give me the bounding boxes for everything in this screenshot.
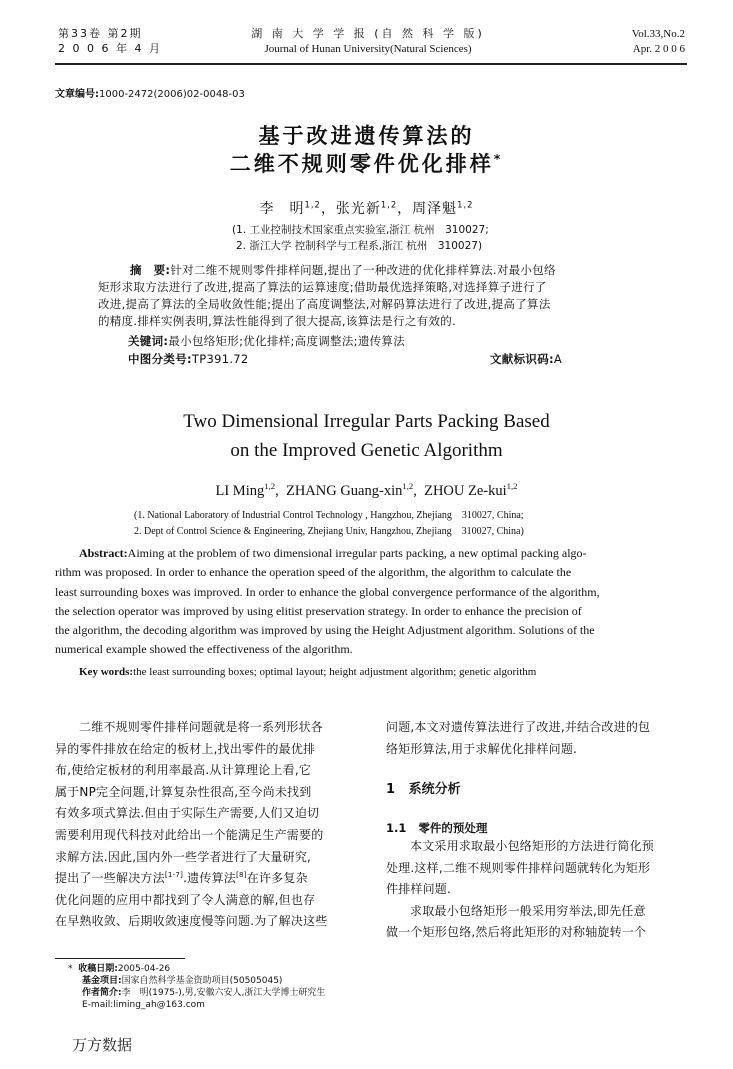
author-cn-2: 张光新 [335, 201, 381, 217]
footnotes [68, 963, 325, 1011]
author-sep: ， [320, 201, 336, 217]
watermark-text: 万方数据 [72, 1036, 133, 1054]
footnote-label: 收稿日期: [78, 964, 118, 974]
body-line: 二维不规则零件排样问题就是将一系列形状各 [79, 720, 324, 734]
title-cn-line2 [0, 148, 733, 178]
clc-number [128, 351, 249, 368]
body-line: 求解方法.因此,国内外一些学者进行了大量研究, [55, 849, 312, 864]
document-code-label: 文献标识码: [490, 352, 554, 366]
header-date-en: Apr. 2 0 0 6 [632, 43, 685, 55]
body-line: 需要利用现代科技对此给出一个能满足生产需要的 [55, 827, 324, 842]
footnote-author [68, 987, 325, 999]
keywords-en-text: the least surrounding boxes; optimal layout; height adjustment algorithm; genetic algorithm [133, 666, 537, 678]
abstract-cn-text: 针对二维不规则零件排样问题,提出了一种改进的优化排样算法.对最小包络 [170, 263, 556, 277]
article-number-label: 文章编号: [55, 89, 99, 100]
author-cn-2-affil: 1,2 [380, 199, 398, 210]
abstract-en [55, 544, 691, 660]
header-volume-cn: 第33卷 第2期 [58, 27, 143, 40]
body-line [55, 868, 367, 890]
keywords-en [79, 663, 536, 682]
body-right-para1 [386, 836, 698, 944]
header-rule [55, 63, 687, 65]
body-line: 络矩形算法,用于求解优化排样问题. [386, 741, 578, 756]
footnote-email: E-mail:liming_ah@163.com [82, 1000, 205, 1010]
body-line: 求取最小包络矩形一般采用穷举法,即先任意 [410, 903, 646, 918]
author-sep: , [275, 483, 286, 499]
body-text: 提出了一些解决方法 [55, 871, 165, 886]
body-line: 处理.这样,二维不规则零件排样问题就转化为矩形 [386, 860, 651, 875]
author-sep: , [413, 483, 425, 499]
section-heading-1 [386, 778, 461, 797]
abstract-en-text: Aiming at the problem of two dimensional irregular parts packing, a new optimal packing algo- [127, 546, 587, 560]
body-line: 优化问题的应用中都找到了令人满意的解,但也存 [55, 892, 316, 907]
citation-ref[interactable]: [8] [236, 870, 247, 880]
keywords-cn-text: 最小包络矩形;优化排样;高度调整法;遗传算法 [168, 334, 406, 348]
header-journal-cn: 湖 南 大 学 学 报 (自 然 科 学 版) [251, 27, 485, 40]
abstract-en-line: the selection operator was improved by using elitist preservation strategy. In order to enhance the precision of [55, 603, 582, 618]
footnote-value: 国家自然科学基金资助项目(50505045) [121, 976, 283, 986]
authors-en [0, 483, 733, 500]
abstract-en-line: least surrounding boxes was improved. In order to enhance the global convergence performance of the algorithm, [55, 584, 600, 599]
body-right-column [386, 717, 698, 760]
affiliation-en-2: 2. Dept of Control Science & Engineering, Zhejiang Univ, Hangzhou, Zhejiang 310027, China) [134, 526, 524, 537]
keywords-en-label: Key words: [79, 666, 134, 678]
footnote-star: * [68, 964, 73, 974]
author-cn-1-affil: 1,2 [304, 199, 321, 210]
article-number [55, 85, 245, 100]
body-line: 做一个矩形包络,然后将此矩形的对称轴旋转一个 [386, 925, 647, 940]
header-volume-en: Vol.33,No.2 [631, 28, 685, 40]
footnote-received [68, 963, 325, 975]
body-line: 件排样问题. [386, 882, 452, 897]
clc-label: 中图分类号: [128, 352, 192, 366]
author-en-1: LI Ming [215, 483, 265, 499]
subsection-title: 零件的预处理 [418, 821, 488, 835]
abstract-cn [98, 262, 658, 330]
body-left-column [55, 717, 367, 933]
keywords-cn [128, 333, 405, 350]
footnote-value: 2005-04-26 [117, 964, 171, 974]
author-sep: ， [397, 201, 413, 217]
body-line: 本文采用求取最小包络矩形的方法进行简化预 [410, 839, 655, 853]
body-line: 有效多项式算法.但由于实际生产需要,人们又迫切 [55, 806, 320, 821]
abstract-cn-line: 矩形求取方法进行了改进,提高了算法的运算速度;借助最优选择策略,对选择算子进行了 [98, 280, 547, 294]
affiliation-cn-2: 2. 浙江大学 控制科学与工程系,浙江 杭州 310027) [236, 240, 483, 252]
title-en-line1: Two Dimensional Irregular Parts Packing Based [183, 411, 550, 432]
header-journal-en: Journal of Hunan University(Natural Sciences) [264, 43, 472, 55]
header-date-cn: 2 0 0 6 年 4 月 [58, 42, 162, 55]
authors-cn [0, 198, 733, 218]
footnote-label: 作者简介: [82, 988, 122, 998]
abstract-cn-line [98, 262, 658, 279]
body-line: 问题,本文对遗传算法进行了改进,并结合改进的包 [386, 720, 651, 734]
author-cn-3-affil: 1,2 [457, 199, 474, 210]
abstract-cn-label: 摘 要: [130, 263, 171, 277]
abstract-en-line: numerical example showed the effectiveness of the algorithm. [55, 642, 353, 657]
document-code-value: A [553, 352, 563, 366]
author-en-1-affil: 1,2 [264, 481, 276, 492]
document-code [490, 351, 562, 368]
abstract-en-line [55, 544, 691, 563]
affiliation-en-1: (1. National Laboratory of Industrial Control Technology , Hangzhou, Zhejiang 310027, China; [134, 510, 524, 521]
author-cn-3: 周泽魁 [412, 201, 458, 217]
body-line: 布,使给定板材的利用率最高.从计算理论上看,它 [55, 763, 312, 778]
author-cn-1: 李 明 [259, 201, 305, 217]
abstract-en-line: the algorithm, the decoding algorithm was improved by using the Height Adjustment algorithm. Solutions of the [55, 623, 595, 638]
footnote-value: 李 明(1975-),男,安徽六安人,浙江大学博士研究生 [121, 988, 326, 998]
body-text: .遗传算法 [183, 871, 236, 886]
author-en-2: ZHANG Guang-xin [285, 483, 403, 499]
section-title: 系统分析 [408, 782, 461, 797]
abstract-en-label: Abstract: [79, 546, 128, 560]
body-line: 在早熟收敛、后期收敛速度慢等问题.为了解决这些 [55, 914, 328, 929]
article-number-value: 1000-2472(2006)02-0048-03 [99, 89, 245, 100]
subsection-number: 1.1 [386, 821, 407, 835]
body-text: 在许多复杂 [246, 871, 308, 886]
title-en-line2: on the Improved Genetic Algorithm [230, 440, 503, 461]
citation-ref[interactable]: [1-7] [164, 870, 184, 880]
footnote-rule [55, 958, 185, 959]
title-cn-line2-text: 二维不规则零件优化排样 [229, 152, 494, 176]
author-en-2-affil: 1,2 [402, 481, 414, 492]
author-en-3: ZHOU Ze-kui [424, 483, 507, 499]
body-line: 属于NP完全问题,计算复杂性很高,至今尚未找到 [55, 784, 312, 799]
title-footnote-mark: * [493, 151, 504, 166]
abstract-cn-line: 的精度.排样实例表明,算法性能得到了很大提高,该算法是行之有效的. [98, 314, 457, 328]
abstract-en-line: rithm was proposed. In order to enhance the operation speed of the algorithm, the algorithm to calculate the [55, 565, 572, 580]
section-number: 1 [386, 782, 396, 797]
abstract-cn-line: 改进,提高了算法的全局收敛性能;提出了高度调整法,对解码算法进行了改进,提高了算法 [98, 297, 551, 311]
footnote-fund [68, 975, 325, 987]
subsection-heading-1-1 [386, 820, 487, 836]
keywords-cn-label: 关键词: [128, 334, 169, 348]
clc-value: TP391.72 [191, 352, 249, 366]
footnote-label: 基金项目: [82, 976, 122, 986]
affiliation-cn-1: (1. 工业控制技术国家重点实验室,浙江 杭州 310027; [232, 224, 489, 236]
body-line: 异的零件排放在给定的板材上,找出零件的最优排 [55, 741, 316, 756]
title-cn-line1: 基于改进遗传算法的 [258, 124, 475, 148]
author-en-3-affil: 1,2 [506, 481, 518, 492]
